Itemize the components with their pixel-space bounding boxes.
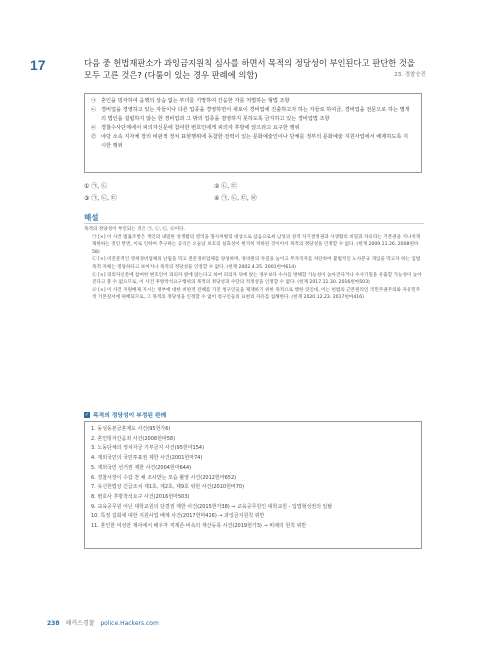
related-cases-box <box>84 421 422 549</box>
solution-paragraph: ㉡ [×] 비전문적인 영세경비업체의 난립을 막고 전문경비업체를 양성하며, 경비원의 자질을 높이고 무자격자를 차단하여 불법적인 노사분규 개입을 막고자 하는 입법목적 자체는 정당하다고 보여지나 목적의 정당성을 인정할 수 없다. (헌재 2002.4.25. 2001헌마614) <box>92 257 421 270</box>
solution-intro: 목적의 정당성이 부인되는 것은 ㉠, ㉡, ㉢, ㉣이다. <box>84 227 186 232</box>
list-item: 1. 동성동본금혼제도 사건(95헌가6) <box>91 426 171 432</box>
solution-heading: 해설 <box>84 213 99 222</box>
footer-url[interactable]: police.Hackers.com <box>100 620 159 627</box>
page-number: 238 <box>47 620 60 627</box>
page-footer <box>47 618 159 627</box>
statement-item <box>91 124 413 133</box>
statement-text: 야당 소속 지자체 장의 비판적 정치 표현행위에 동참한 전력이 있는 문화예술인이나 단체를 정부의 문화예술 지원사업에서 배제하도록 지시한 행위 <box>101 134 409 149</box>
question-number: 17 <box>30 57 46 73</box>
list-item: 5. 재외국민 선거권 제한 사건(2004헌마644) <box>91 464 192 471</box>
checkbox-icon: ✓ <box>84 411 90 418</box>
list-item: 7. 유신헌법상 긴급조치 제1호, 제2호, 제9호 위헌 사건(2010헌바70) <box>91 484 245 491</box>
list-item: 11. 혼인한 여성만 제사에서 배우자 직계존·비속의 재산등록 사건(2019헌가3) → 비례의 원칙 위반 <box>91 523 307 530</box>
answer-choice-3[interactable]: ③ ㉠, ㉡, ㉢ <box>84 195 117 202</box>
related-cases-title: 목적의 정당성이 부정된 판례 <box>93 413 167 419</box>
answer-choice-2[interactable]: ② ㉡, ㉢ <box>214 183 238 190</box>
statement-item <box>91 97 413 106</box>
statement-text: 혼인을 빙자하여 음행의 상습 없는 부녀를 기망하여 간음한 자를 처벌하는 형법 조항 <box>101 98 290 104</box>
statement-item <box>91 133 413 151</box>
footer-brand: 해커스경찰 <box>65 620 95 627</box>
statement-text: 경비업을 경영하고 있는 자들이나 다른 업종을 경영하면서 새로이 경비업에 진출하고자 하는 자들로 하여금, 경비업을 전문으로 하는 별개의 법인을 설립하지 않는 한 경비업과 그 밖의 업종을 겸영하지 못하도록 금지하고 있는 경비업법 조항 <box>101 107 410 122</box>
solution-divider <box>84 223 424 224</box>
solution-body <box>84 226 424 302</box>
statement-mark: ㉡ <box>91 107 97 113</box>
answer-choices <box>84 181 344 205</box>
solution-paragraph: ㉢ [×] 피의자신문에 참여한 변호인이 피의자 옆에 앉는다고 하여 피의자 뒤에 앉는 경우보다 수사를 방해할 가능성이 높아진다거나 수사기밀을 유출할 가능성이 높아진다고 볼 수 없으므로, 이 사건 후방착석요구행위의 목적의 정당성과 수단의 적정성을 인정할 수 없다. (헌재 2017.11.30. 2016헌마503) <box>92 272 422 286</box>
answer-choice-4[interactable]: ④ ㉠, ㉡, ㉢, ㉣ <box>214 195 257 202</box>
list-item: 9. 교육공무원 아닌 대학교원의 단결권 제한 사건(2015헌가38) ⇒ 교육공무원인 대학교원 - 입법형성권의 일탈 <box>91 503 333 510</box>
answer-choice-1[interactable]: ① ㉠, ㉡ <box>84 183 108 190</box>
solution-paragraph: ㉠ [×] 이 사건 법률조항은 개인의 내밀한 성생활의 영역을 형사처벌의 대상으로 삼음으로써 남성의 성적 자기결정권과 사생활의 비밀과 자유라는 기본권을 지나치게 제한하는 것인 반면, 이로 인하여 추구하는 공익은 오늘날 보호의 실효성이 현격히 저하된 것이어서 목적의 정당성을 인정할 수 없다. (헌재 2009.11.26. 2008헌바58) <box>92 234 421 255</box>
statement-mark: ㉢ <box>91 125 97 131</box>
statement-text: 경찰수사단계에서 피의자신문에 참여한 변호인에게 피의자 후방에 앉으라고 요구한 행위 <box>101 125 300 131</box>
question-source: 23. 경찰승진 <box>394 72 426 78</box>
statement-box <box>84 93 422 173</box>
list-item: 3. 노동단체의 정치자금 기부금지 사건(95헌마154) <box>91 445 205 452</box>
question-text: 다음 중 헌법재판소가 과잉금지원칙 심사를 하면서 목적의 정당성이 부인된다고 판단한 것을 모두 고른 것은? (다툼이 있는 경우 판례에 의함) <box>84 58 415 80</box>
list-item: 8. 변호사 후방착석요구 사건(2016헌마503) <box>91 493 190 500</box>
list-item: 2. 혼인빙자간음죄 사건(2008헌바58) <box>91 435 176 442</box>
statement-mark: ㉣ <box>91 134 97 140</box>
solution-paragraph: ㉣ [×] 이 사건 지원배제 지시는 정부에 대한 비판적 견해를 가진 청구인들을 제재하기 위한 목적으로 행한 것인데, 이는 헌법의 근본원리인 국민주권주의와 자유민주적 기본질서에 위배되므로, 그 목적의 정당성을 인정할 수 없어 청구인들의 표현의 자유를 침해한다. (헌재 2020.12.23. 2017헌마416) <box>92 287 421 301</box>
statement-mark: ㉠ <box>91 98 97 104</box>
statement-item <box>91 106 413 124</box>
list-item: 10. 특정 집회에 대한 지원사업 배제 사건(2017헌마416) → 과잉금지원칙 위반 <box>91 513 265 520</box>
related-cases-heading <box>84 410 166 419</box>
list-item: 4. 재외국민의 국민투표권 제한 사건(2001헌마74) <box>91 455 203 462</box>
list-item: 6. 경찰서장이 수갑 찬 채 조사받는 모습 촬영 사건(2012헌마652) <box>91 474 237 481</box>
